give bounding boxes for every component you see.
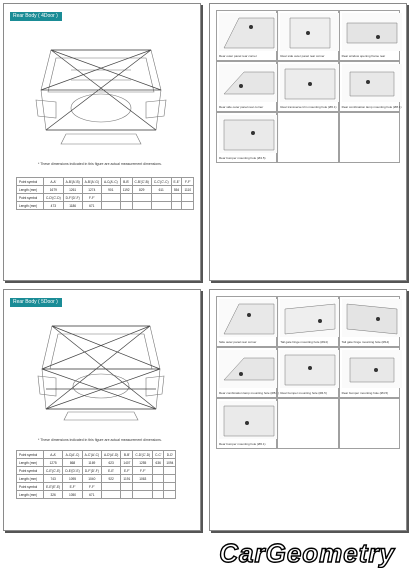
table-cell: D-F'(D'-F) <box>63 194 82 202</box>
bumper-hole-photo <box>219 401 279 439</box>
photo-cell <box>216 112 277 163</box>
table-cell: A-C(A'-C) <box>63 451 82 459</box>
photo-grid <box>216 296 400 449</box>
table-cell: F-F' <box>82 483 101 491</box>
table-cell: Length (mm) <box>17 459 44 467</box>
table-cell: Point symbol <box>17 483 44 491</box>
table-cell: A-C(A'-C) <box>101 178 120 186</box>
table-cell: 1679 <box>44 186 64 194</box>
photo-grid <box>216 10 400 163</box>
outer-panel-photo <box>219 64 279 102</box>
measurement-note: * These dimensions indicated in this figure are actual measurement dimensions. <box>38 438 162 442</box>
table-cell: 829 <box>132 186 151 194</box>
table-cell: E-F' <box>121 467 133 475</box>
table-cell: C-C' <box>153 451 164 459</box>
table-cell: E-E'(E'-E) <box>44 483 63 491</box>
photo-caption: Rear transverse trim mounting hole (Ø6.1) <box>280 105 337 109</box>
page-top-right <box>209 3 407 281</box>
table-cell: Length (mm) <box>17 491 44 499</box>
table-cell: 1095 <box>63 475 82 483</box>
table-cell: A-A' <box>44 178 64 186</box>
table-cell: D-E'(D'-E) <box>63 467 82 475</box>
table-row <box>17 194 194 202</box>
measurement-note: * These dimensions indicated in this figure are actual measurement dimensions. <box>38 162 162 166</box>
photo-caption: Rear combination lamp mounting hole (Ø8.1) <box>341 105 402 109</box>
table-row <box>17 178 194 186</box>
table-cell: 1040 <box>82 475 101 483</box>
table-cell: F-F' <box>182 178 194 186</box>
table-cell: Length (mm) <box>17 202 44 210</box>
table-cell: 636 <box>153 459 164 467</box>
photo-cell <box>339 10 400 61</box>
table-row <box>17 186 194 194</box>
trim-hole-photo <box>280 64 340 102</box>
page-bottom-left <box>3 289 201 531</box>
table-cell: C-D'(C'-D) <box>44 194 64 202</box>
photo-cell <box>277 10 338 61</box>
table-cell: E-E' <box>171 178 182 186</box>
table-cell: Point symbol <box>17 467 44 475</box>
table-row <box>17 483 176 491</box>
table-cell: 1094 <box>164 459 176 467</box>
photo-cell <box>216 296 277 347</box>
table-cell: Point symbol <box>17 178 44 186</box>
photo-caption: Tail gate hinge mounting hole (Ø14) <box>280 340 328 344</box>
photo-caption: Rear combination lamp mounting hole (Ø8.1) <box>219 391 279 395</box>
table-cell: 1275 <box>44 459 63 467</box>
section-header-text: Rear Body ( 5Door ) <box>13 299 58 305</box>
photo-cell <box>216 10 277 61</box>
table-row <box>17 491 176 499</box>
photo-caption: Side outer panel rear corner <box>219 340 257 344</box>
table-cell: 1255 <box>133 459 153 467</box>
table-row <box>17 202 194 210</box>
table-row <box>17 467 176 475</box>
section-header <box>10 12 62 21</box>
logo-text: CarGeometry <box>219 538 395 568</box>
section-header-text: Rear Body ( 4Door ) <box>13 13 58 19</box>
table-cell: 326 <box>44 491 63 499</box>
table-cell: 1186 <box>63 202 82 210</box>
table-cell: A-B'(A'-B) <box>63 178 82 186</box>
table-cell: Point symbol <box>17 194 44 202</box>
photo-cell <box>277 61 338 112</box>
table-cell: 554 <box>171 186 182 194</box>
table-cell: C-E'(C'-E) <box>44 467 63 475</box>
table-cell: 473 <box>44 202 64 210</box>
table-cell: A-B'(A'-G) <box>82 178 101 186</box>
side-corner-photo <box>280 13 340 51</box>
table-cell: 1063 <box>133 475 153 483</box>
table-cell: E-E' <box>101 467 120 475</box>
bumper-hole-photo <box>280 350 340 388</box>
photo-cell <box>339 296 400 347</box>
table-row <box>17 459 176 467</box>
page-top-left <box>3 3 201 281</box>
table-cell: 671 <box>82 202 101 210</box>
window-frame-photo <box>342 13 402 51</box>
table-cell: A-A' <box>44 451 63 459</box>
table-cell: 671 <box>82 491 101 499</box>
photo-cell <box>216 347 277 398</box>
bumper-hole-photo <box>342 350 402 388</box>
lamp-hole-photo <box>342 64 402 102</box>
lamp-hole-photo <box>219 350 279 388</box>
photo-caption: Tail gate hinge mounting hole (Ø14) <box>341 340 390 344</box>
table-cell: B-B' <box>121 451 133 459</box>
rear-corner-photo <box>219 13 279 51</box>
photo-caption: Rear bumper mounting hole (Ø4.5) <box>341 391 389 395</box>
table-cell: 901 <box>101 186 120 194</box>
section-header <box>10 298 62 307</box>
table-cell: 1192 <box>120 186 132 194</box>
table-cell: A-D'(A'-D) <box>101 451 120 459</box>
photo-caption: Rear side outer panel rear corner <box>219 105 264 109</box>
empty-cell <box>339 112 400 163</box>
rear-body-drawing <box>28 314 174 422</box>
photo-cell <box>277 296 338 347</box>
table-cell: F-F' <box>82 194 101 202</box>
bumper-hole-photo <box>219 115 279 153</box>
table-cell: C-C'(C'-C) <box>151 178 171 186</box>
table-row <box>17 451 176 459</box>
table-cell: 743 <box>44 475 63 483</box>
rear-body-drawing <box>26 30 176 148</box>
table-cell: 1169 <box>82 459 101 467</box>
photo-cell <box>277 347 338 398</box>
empty-cell <box>339 398 400 449</box>
photo-caption: Rear bumper mounting hole (Ø4.5) <box>219 156 266 160</box>
table-cell: 1407 <box>121 459 133 467</box>
table-cell: E-F' <box>63 483 82 491</box>
table-cell: 1274 <box>82 186 101 194</box>
cargeometry-logo <box>190 538 400 568</box>
empty-cell <box>277 112 338 163</box>
table-cell: Length (mm) <box>17 475 44 483</box>
table-cell: D-D' <box>164 451 176 459</box>
table-cell: 868 <box>63 459 82 467</box>
table-cell: D-F'(D'-F) <box>82 467 101 475</box>
tailgate-hinge-photo <box>342 299 402 337</box>
table-cell: C-D'(C'-D) <box>133 451 153 459</box>
table-cell: 1110 <box>182 186 194 194</box>
photo-cell <box>339 61 400 112</box>
photo-cell <box>216 398 277 449</box>
photo-caption: Rear outer panel rear corner <box>219 54 257 58</box>
dimension-table <box>16 450 176 499</box>
table-cell: 611 <box>151 186 171 194</box>
photo-caption: Rear bumper mounting hole (Ø6.1) <box>219 442 266 446</box>
photo-caption: Rear bumper mounting hole (Ø4.5) <box>280 391 327 395</box>
table-row <box>17 475 176 483</box>
page-bottom-right <box>209 289 407 531</box>
table-cell: B-B' <box>120 178 132 186</box>
table-cell: F-F' <box>133 467 153 475</box>
photo-caption: Rear window opening frame rear <box>341 54 386 58</box>
table-cell: A-C'(A'-C) <box>82 451 101 459</box>
side-corner-photo <box>219 299 279 337</box>
table-cell: 1050 <box>63 491 82 499</box>
empty-cell <box>277 398 338 449</box>
table-cell: Point symbol <box>17 451 44 459</box>
table-cell: Length (mm) <box>17 186 44 194</box>
table-cell: 1191 <box>121 475 133 483</box>
dimension-table <box>16 177 194 210</box>
table-cell: 623 <box>101 459 120 467</box>
photo-cell <box>339 347 400 398</box>
photo-caption: Rear side outer panel rear corner <box>280 54 325 58</box>
photo-cell <box>216 61 277 112</box>
table-cell: 922 <box>101 475 120 483</box>
table-cell: C-B'(C'-B) <box>132 178 151 186</box>
tailgate-hinge-photo <box>280 299 340 337</box>
table-cell: 1261 <box>63 186 82 194</box>
